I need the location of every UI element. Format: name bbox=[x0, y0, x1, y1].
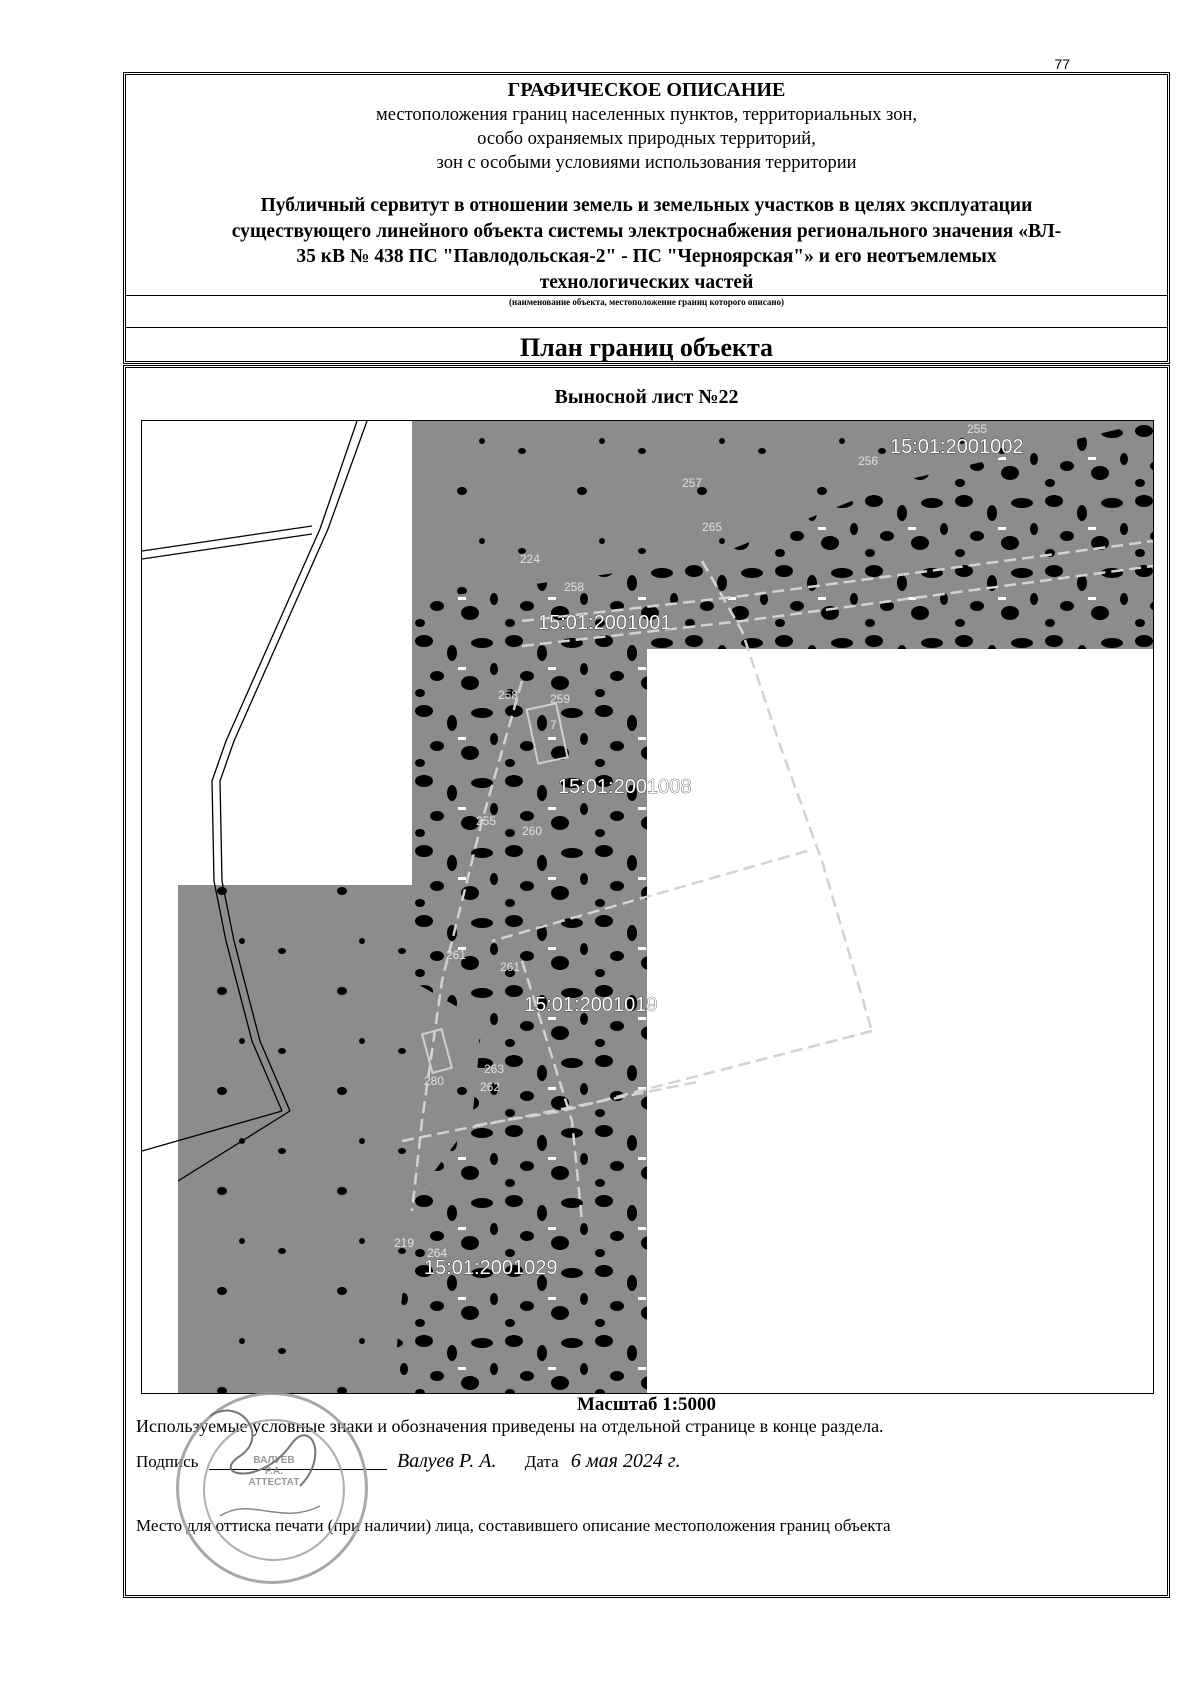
parcel-label: 257 bbox=[682, 476, 703, 490]
parcel-label: 260 bbox=[522, 824, 543, 838]
date-value: 6 мая 2024 г. bbox=[570, 1450, 681, 1472]
parcel-label: 256 bbox=[858, 454, 879, 468]
signature-scribble bbox=[180, 1396, 380, 1596]
plan-title: План границ объекта bbox=[519, 333, 774, 362]
parcel-label: 263 bbox=[484, 1062, 505, 1076]
quarter-label: 15:01:2001019 bbox=[524, 994, 658, 1016]
parcel-label: 224 bbox=[520, 552, 541, 566]
seal-text-line: ВАЛУЕВ bbox=[253, 1455, 295, 1466]
parcel-label: 265 bbox=[702, 520, 723, 534]
parcel-label: 258 bbox=[498, 688, 519, 702]
object-line-2: существующего линейного объекта системы электроснабжения регионального значения «ВЛ- bbox=[231, 220, 1062, 242]
divider bbox=[126, 327, 1167, 328]
signer-name: Валуев Р. А. bbox=[396, 1450, 497, 1472]
map-scale: Масштаб 1:5000 bbox=[576, 1394, 717, 1415]
parcel-label: 259 bbox=[550, 692, 571, 706]
object-line-3: 35 кВ № 438 ПС "Павлодольская-2" - ПС "Черноярская"» и его неотъемлемых bbox=[296, 246, 997, 267]
signature-label: Подпись bbox=[136, 1452, 199, 1471]
subtitle-line-3: зон с особыми условиями использования территории bbox=[436, 153, 857, 173]
date-label: Дата bbox=[524, 1452, 559, 1471]
parcel-label: 280 bbox=[424, 1074, 445, 1088]
quarter-label: 15:01:2001008 bbox=[558, 776, 692, 798]
object-line-1: Публичный сервитут в отношении земель и земельных участков в целях эксплуатации bbox=[260, 195, 1033, 216]
divider bbox=[126, 295, 1167, 296]
subtitle-line-2: особо охраняемых природных территорий, bbox=[477, 129, 816, 149]
subtitle-line-1: местоположения границ населенных пунктов, территориальных зон, bbox=[375, 105, 917, 125]
header-box bbox=[123, 72, 1170, 364]
parcel-label: 7 bbox=[550, 718, 557, 732]
map-canvas bbox=[142, 421, 1153, 1393]
document-title: ГРАФИЧЕСКОЕ ОПИСАНИЕ bbox=[507, 79, 786, 101]
parcel-label: 264 bbox=[427, 1246, 448, 1260]
parcel-label: 255 bbox=[476, 814, 497, 828]
parcel-label: 219 bbox=[394, 1236, 415, 1250]
page-number: 77 bbox=[1054, 56, 1070, 72]
parcel-label: 255 bbox=[967, 422, 988, 436]
stamp-note: Место для оттиска печати (при наличии) лица, составившего описание местоположения границ объекта bbox=[136, 1516, 891, 1535]
parcel-label: 261 bbox=[446, 948, 467, 962]
parcel-label: 258 bbox=[564, 580, 585, 594]
quarter-label: 15:01:2001001 bbox=[538, 612, 672, 634]
quarter-label: 15:01:2001029 bbox=[424, 1257, 558, 1279]
cadastral-map bbox=[141, 420, 1154, 1394]
parcel-label: 262 bbox=[480, 1080, 501, 1094]
object-line-4: технологических частей bbox=[539, 271, 754, 293]
object-caption: (наименование объекта, местоположение границ которого описано) bbox=[508, 297, 785, 307]
parcel-label: 261 bbox=[500, 960, 521, 974]
object-name bbox=[146, 193, 1147, 295]
seal-text-line: Р.А. bbox=[265, 1466, 283, 1477]
quarter-label: 15:01:2001002 bbox=[890, 436, 1024, 458]
sheet-title: Выносной лист №22 bbox=[554, 386, 739, 408]
legend-note: Используемые условные знаки и обозначения приведены на отдельной странице в конце раздела. bbox=[136, 1416, 884, 1436]
seal-text-line: АТТЕСТАТ bbox=[248, 1477, 300, 1488]
